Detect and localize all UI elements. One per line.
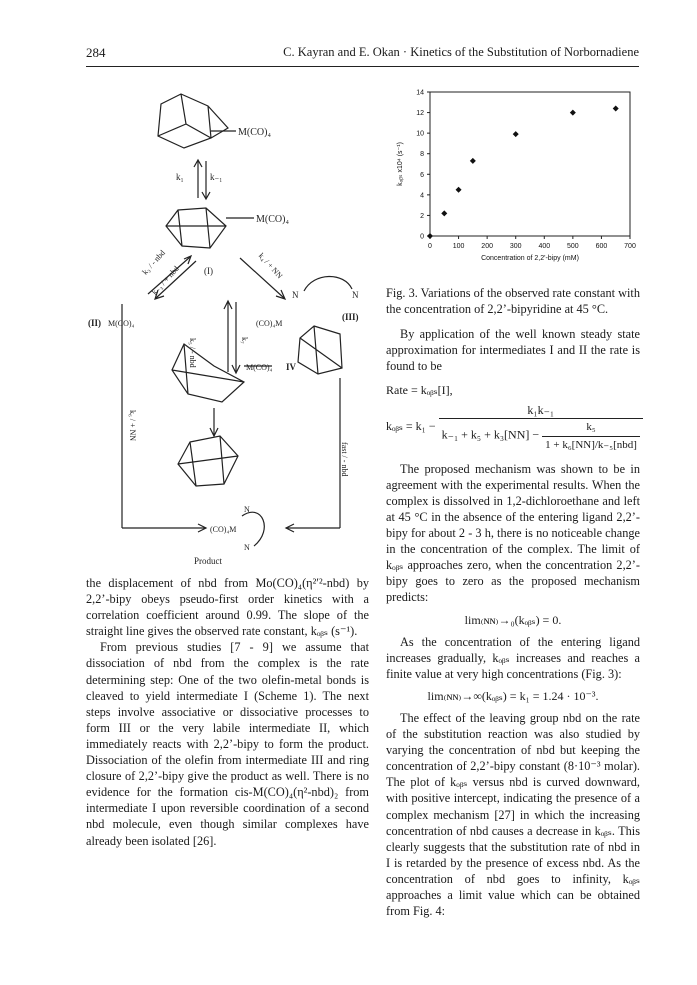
equation-kobs-lhs: kₒᵦₛ = k₁ − (386, 419, 436, 434)
nbd-structure-III (298, 326, 342, 374)
right-paragraph-4: The effect of the leaving group nbd on the rate of the substitution reaction was also studied by varying the concentration of nbd but keeping the concentration of 2,2’-bipy constant (8·10⁻³ molar). The plot of kₒᵦₛ versus nbd is curved downward, with positive intercept, indicating the presence of a complex mechanism [27] in which the increasing concentration of nbd causes a decrease in kₒᵦₛ. This clearly suggests that the substitution rate of nbd in I is retarded by the presence of excess nbd. As the concentration of nbd goes to infinity, kₒᵦₛ approaches a limit value which can be obtained from Fig. 4: (386, 710, 640, 919)
y-tick-label: 4 (420, 192, 424, 200)
y-tick-label: 8 (420, 151, 424, 159)
equation-limit-zero: lim₍ɴɴ₎→₀(kₒᵦₛ) = 0. (464, 612, 562, 627)
left-paragraph-2: From previous studies [7 - 9] we assume that dissociation of nbd from the complex is the rate determining step: One of the two olefin-metal bonds is cleaved to yield intermediate I (Scheme 1). The next steps involve associative or dissociative processes to form III or the very labile intermediate II, which immediately reacts with 2,2’-bipy to form the product. Dissociation of the olefin from intermediate III and ring closure of 2,2’-bipy give the product as well. There is no evidence for the formation cis-M(CO)₄(η²-nbd)₂ from intermediate I upon reversible coordination of a second nbd molecule, even though similar complexes have already been isolated [26]. (86, 640, 369, 848)
scheme-label-n4: N (244, 543, 250, 552)
header-rule (86, 66, 639, 67)
equation-numerator: k₁k₋₁ (439, 402, 643, 419)
scheme-label-IV: IV (286, 362, 297, 372)
data-point (470, 158, 476, 164)
data-point (441, 210, 447, 216)
scheme-label-fast: fast / - nbd (340, 442, 349, 477)
data-point (456, 187, 462, 193)
x-tick-label: 700 (624, 243, 636, 250)
scheme-label-k7: k₇ (240, 337, 249, 344)
nbd-structure-top (158, 94, 228, 148)
left-column (86, 575, 369, 849)
y-tick-label: 0 (420, 233, 424, 241)
y-tick-label: 14 (416, 89, 424, 97)
right-paragraph-1: By application of the well known steady state approximation for intermediates I and II the rate is found to be (386, 327, 640, 374)
right-column (386, 326, 640, 919)
scheme-label-k4: k₄ / + NN (256, 251, 285, 281)
x-tick-label: 0 (428, 243, 432, 250)
scheme-label-k6: k₆ / + NN (128, 410, 137, 442)
scheme-label-n1: N (292, 290, 299, 300)
x-tick-label: 600 (595, 243, 608, 250)
scheme-label-n3: N (244, 505, 250, 514)
left-paragraph-1: the displacement of nbd from Mo(CO)₄(η²′²-nbd) by 2,2’-bipy obeys pseudo-first order kinetics with a correlation coefficient around 0.99. The slope of the straight line gives the observed rate constant, kₒᵦₛ (s⁻¹). (86, 576, 369, 639)
right-paragraph-3: As the concentration of the entering ligand increases gradually, kₒᵦₛ increases and reaches a finite value at very high concentrations (Fig. 3): (386, 634, 640, 681)
scheme-label-mco4-II: M(CO)₄ (108, 319, 135, 328)
scheme-label-mco4-IV: M(CO)₄ (246, 363, 273, 372)
product-bipy-structure (242, 512, 264, 546)
scheme-label-km1: k₋₁ (210, 172, 223, 182)
equation-denominator (439, 419, 643, 452)
scheme-label-I: (I) (204, 266, 213, 276)
scheme-label-n2: N (352, 290, 359, 300)
scheme-label-product: Product (194, 556, 222, 566)
equation-limit-infinity: lim₍ɴɴ₎→∞(kₒᵦₛ) = k₁ = 1.24 · 10⁻³. (427, 688, 599, 703)
x-tick-label: 400 (538, 243, 551, 250)
scheme-label-k1: k₁ (176, 172, 184, 182)
scheme-label-II: (II) (88, 318, 101, 328)
page-number: 284 (86, 45, 106, 60)
plot-frame (430, 92, 630, 236)
y-tick-label: 2 (420, 212, 424, 220)
scheme-label-km3: k₋₃ / + nbd (150, 264, 181, 297)
equation-kobs-fraction (439, 402, 643, 452)
x-tick-label: 300 (509, 243, 522, 250)
data-point (613, 105, 619, 111)
x-axis-label: Concentration of 2,2'-bipy (mM) (481, 255, 579, 262)
data-point (570, 110, 576, 116)
figure-caption: Fig. 3. Variations of the observed rate constant with the concentration of 2,2’-bipyridine at 45 °C. (386, 286, 640, 317)
equation-kobs (386, 402, 640, 452)
scheme-label-III: (III) (342, 312, 359, 322)
equation-rate: Rate = kₒᵦₛ[I], (386, 383, 453, 398)
equation-denominator-main: k₋₁ + k₅ + k₃[NN] − (441, 427, 540, 442)
equation-inner-denominator: 1 + k₆[NN]/k₋₅[nbd] (545, 438, 637, 451)
scheme-label-product-co4m: (CO)₄M (210, 525, 237, 534)
bipy-structure (304, 276, 352, 291)
x-tick-label: 100 (452, 243, 465, 250)
scheme-label-mco4-alt: M(CO)₄ (256, 214, 289, 225)
scheme-label-k5: k₅ / - nbd (188, 338, 197, 368)
data-point (427, 233, 433, 239)
x-tick-label: 200 (481, 243, 493, 250)
rate-constant-chart (392, 86, 652, 276)
nbd-structure-IV (172, 344, 244, 402)
reaction-scheme (86, 76, 371, 566)
equation-inner-fraction (542, 419, 640, 452)
x-tick-label: 500 (567, 243, 579, 250)
y-tick-label: 12 (416, 110, 424, 118)
nbd-structure-lower (178, 436, 238, 486)
right-paragraph-2: The proposed mechanism was shown to be in agreement with the experimental results. When the complex is dissolved in 1,2-dichloroethane and left at 45 °C in the absence of the entering ligand 2,2’-bipy for about 2 - 3 h, there is no noticeable change in the concentration of the complex. The limit of kₒᵦₛ approaches zero, when the concentration 2,2’-bipy goes to zero as the proposed mechanism predicts: (386, 461, 640, 605)
y-tick-label: 6 (420, 171, 424, 179)
scheme-label-mco4: M(CO)₄ (238, 127, 271, 138)
scheme-label-k3: k₃ / - nbd (140, 248, 167, 277)
data-point (513, 131, 519, 137)
y-tick-label: 10 (416, 130, 424, 138)
scheme-label-co4m: (CO)₄M (256, 319, 283, 328)
y-axis-label: kₒᵦₛ x10⁴ (s⁻¹) (397, 142, 404, 186)
equation-inner-numerator: k₅ (542, 419, 640, 436)
nbd-structure-I (166, 208, 226, 248)
running-title: C. Kayran and E. Okan · Kinetics of the Substitution of Norbornadiene (283, 45, 639, 59)
